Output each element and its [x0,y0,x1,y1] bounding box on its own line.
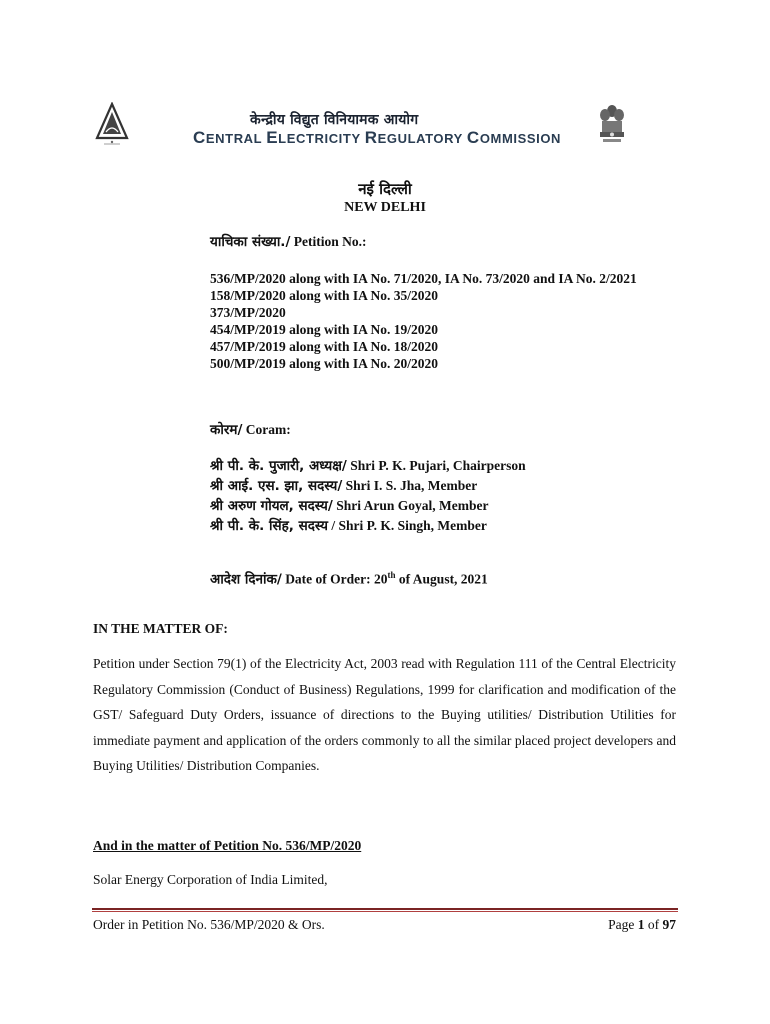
order-date [210,567,676,589]
org-word-rest: ENTRAL [205,131,262,146]
footer-order-ref: Order in Petition No. 536/MP/2020 & Ors. [93,917,325,932]
org-word-initial: E [266,128,279,147]
order-date-superscript: th [387,570,396,580]
member-line [210,476,676,496]
order-date-rest: of August, 2021 [395,571,488,587]
member-hindi: श्री अरुण गोयल, सदस्य/ [210,498,333,514]
party-name: Solar Energy Corporation of India Limited, [93,872,328,887]
org-word-rest: EGULATORY [377,131,463,146]
member-line [210,456,676,476]
member-english: Shri Arun Goyal, Member [332,498,489,513]
member-english: / Shri P. K. Singh, Member [327,518,487,533]
matter-heading: IN THE MATTER OF: [93,621,228,636]
org-word-rest: LECTRICITY [278,131,361,146]
petition-line: 454/MP/2019 along with IA No. 19/2020 [210,322,439,337]
member-english: Shri I. S. Jha, Member [342,478,478,493]
member-hindi: श्री पी. के. पुजारी, अध्यक्ष/ [210,458,347,474]
member-hindi: श्री आई. एस. झा, सदस्य/ [210,478,343,494]
order-date-english: Date of Order: 20 [281,571,388,587]
petition-line: 457/MP/2019 along with IA No. 18/2020 [210,339,439,354]
petition-line: 536/MP/2020 along with IA No. 71/2020, IA No. 73/2020 and IA No. 2/2021 [210,271,637,286]
coram-label-hindi: कोरम/ [210,422,243,438]
footer-rule [92,908,678,910]
coram-label [210,421,676,439]
org-name-hindi: केन्द्रीय विद्युत विनियामक आयोग [250,112,419,128]
member-line [210,516,676,536]
place-english: NEW DELHI [344,200,426,215]
petition-label-hindi: याचिका संख्या./ [210,234,291,250]
page-current: 1 [637,917,645,932]
org-word-initial: C [193,128,206,147]
org-word-initial: C [466,128,480,147]
matter-subheading: And in the matter of Petition No. 536/MP/2020 [93,838,362,853]
coram-members [210,456,676,536]
petition-line: 373/MP/2020 [210,305,286,320]
footer-page-number [608,917,676,933]
org-word-initial: R [364,128,378,147]
member-line [210,496,676,516]
member-english: Shri P. K. Pujari, Chairperson [346,458,526,473]
org-name-english [193,128,561,148]
cerc-logo-icon [92,102,132,148]
petition-line: 158/MP/2020 along with IA No. 35/2020 [210,288,439,303]
member-hindi: श्री पी. के. सिंह, सदस्य [210,518,328,534]
petition-list [210,270,676,372]
coram-label-english: Coram: [242,422,291,437]
org-word-rest: OMMISSION [479,131,562,146]
petition-line: 500/MP/2019 along with IA No. 20/2020 [210,356,439,371]
petition-label-english: Petition No.: [290,234,367,249]
place-hindi: नई दिल्ली [358,180,412,198]
order-date-hindi: आदेश दिनांक/ [210,571,282,588]
page-total: 97 [662,917,676,932]
petition-label [210,233,676,251]
matter-paragraph: Petition under Section 79(1) of the Electricity Act, 2003 read with Regulation 111 of the Central Electricity Regulatory Commission (Conduct of Business) Regulations, 1999 for clarification and modification of the GST/ Safeguard Duty Orders, issuance of directions to the Buying utilities/ Distribution Utilities for immediate payment and application of the orders commonly to all the similar placed project developers and Buying Utilities/ Distribution Companies. [93,656,676,773]
national-emblem-icon [598,103,626,147]
footer-rule-thin [92,911,678,912]
page-prefix: Page [608,917,638,932]
page-of: of [644,917,663,932]
